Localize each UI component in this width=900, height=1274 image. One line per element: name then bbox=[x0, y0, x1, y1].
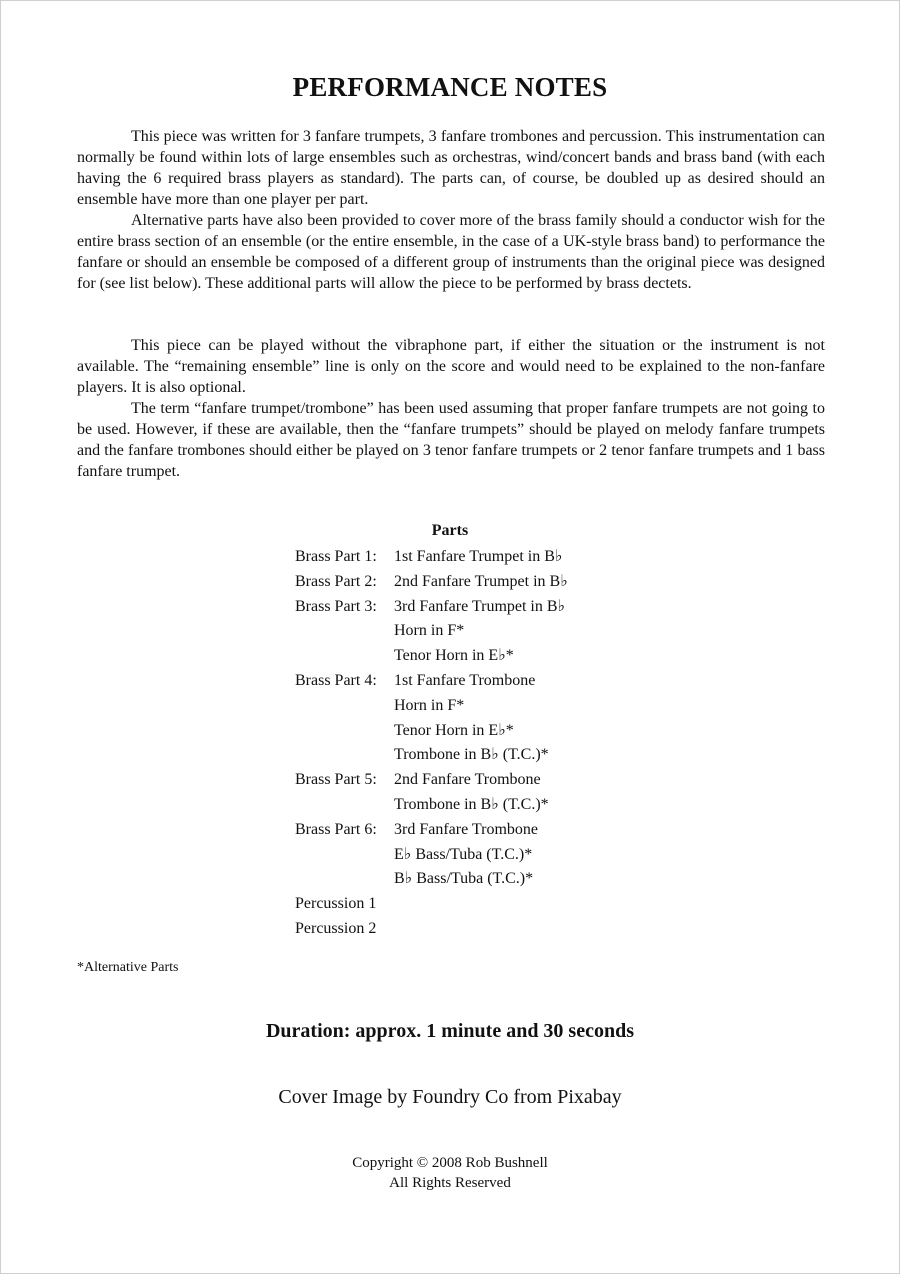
part-instrument: Tenor Horn in E♭* bbox=[394, 721, 514, 739]
part-label: Percussion 1 bbox=[295, 895, 377, 913]
part-instrument: E♭ Bass/Tuba (T.C.)* bbox=[394, 845, 533, 863]
duration-note: Duration: approx. 1 minute and 30 seconds bbox=[265, 1020, 635, 1042]
part-row bbox=[295, 793, 568, 818]
part-label bbox=[295, 719, 394, 744]
part-row bbox=[295, 669, 568, 694]
part-label: Brass Part 4: bbox=[295, 671, 377, 689]
paragraph-alternative-parts: Alternative parts have also been provided to cover more of the brass family should a conductor wish for the entire brass section of an ensemble (or the entire ensemble, in the case of a UK-style brass band) to performance the fanfare or should an ensemble be composed of a different group of instruments than the original piece was designed for (see list below). These additional parts will allow the piece to be performed by brass dectets. bbox=[77, 212, 825, 292]
part-row bbox=[295, 619, 568, 644]
paragraph-vibraphone: This piece can be played without the vibraphone part, if either the situation or the instrument is not available. The “remaining ensemble” line is only on the score and would need to be explained to the non-fanfare players. It is also optional. bbox=[77, 337, 825, 396]
part-label bbox=[295, 793, 394, 818]
part-row bbox=[295, 694, 568, 719]
part-row bbox=[295, 768, 568, 793]
part-instrument: 3rd Fanfare Trumpet in B♭ bbox=[394, 597, 566, 615]
copyright-line: Copyright © 2008 Rob Bushnell bbox=[352, 1155, 548, 1171]
part-label: Brass Part 6: bbox=[295, 820, 377, 838]
alternative-parts-footnote: *Alternative Parts bbox=[77, 960, 179, 975]
paragraph-fanfare-terminology: The term “fanfare trumpet/trombone” has been used assuming that proper fanfare trumpets are not going to be used. However, if these are available, then the “fanfare trumpets” should be played on melody fanfare trumpets and the fanfare trombones should either be played on 3 tenor fanfare trumpets or 2 tenor fanfare trumpets and 1 bass fanfare trumpet. bbox=[77, 400, 825, 480]
part-instrument: Trombone in B♭ (T.C.)* bbox=[394, 795, 549, 813]
part-label bbox=[295, 743, 394, 768]
additional-notes bbox=[77, 335, 825, 482]
part-row bbox=[295, 743, 568, 768]
part-row bbox=[295, 867, 568, 892]
part-instrument: Trombone in B♭ (T.C.)* bbox=[394, 746, 549, 764]
parts-heading: Parts bbox=[431, 522, 469, 539]
part-label: Brass Part 1: bbox=[295, 548, 377, 565]
part-label: Percussion 2 bbox=[295, 919, 377, 937]
part-instrument: B♭ Bass/Tuba (T.C.)* bbox=[394, 870, 534, 888]
part-label: Brass Part 3: bbox=[295, 597, 377, 615]
cover-image-credit: Cover Image by Foundry Co from Pixabay bbox=[278, 1086, 622, 1108]
part-row bbox=[295, 644, 568, 669]
part-row bbox=[295, 843, 568, 868]
part-label: Brass Part 5: bbox=[295, 771, 377, 789]
part-label bbox=[295, 867, 394, 892]
part-instrument: 1st Fanfare Trombone bbox=[394, 671, 536, 689]
part-label: Brass Part 2: bbox=[295, 572, 377, 590]
part-row bbox=[295, 917, 568, 942]
part-row bbox=[295, 545, 568, 570]
part-instrument: 3rd Fanfare Trombone bbox=[394, 820, 538, 838]
copyright-notice bbox=[0, 1153, 900, 1193]
part-label bbox=[295, 619, 394, 644]
part-row bbox=[295, 570, 568, 595]
part-row bbox=[295, 892, 568, 917]
parts-list bbox=[295, 545, 568, 942]
part-label bbox=[295, 843, 394, 868]
rights-line: All Rights Reserved bbox=[389, 1175, 511, 1191]
intro-notes bbox=[77, 126, 825, 294]
part-instrument: Horn in F* bbox=[394, 622, 465, 640]
part-instrument: Tenor Horn in E♭* bbox=[394, 647, 514, 665]
part-label bbox=[295, 644, 394, 669]
part-row bbox=[295, 595, 568, 620]
part-row bbox=[295, 818, 568, 843]
part-label bbox=[295, 694, 394, 719]
part-instrument: 2nd Fanfare Trumpet in B♭ bbox=[394, 572, 568, 590]
paragraph-instrumentation: This piece was written for 3 fanfare trumpets, 3 fanfare trombones and percussion. This instrumentation can normally be found within lots of large ensembles such as orchestras, wind/concert bands and brass band (with each having the 6 required brass players as standard). The parts can, of course, be doubled up as desired should an ensemble have more than one player per part. bbox=[77, 128, 825, 208]
part-instrument: Horn in F* bbox=[394, 696, 465, 714]
page-title: PERFORMANCE NOTES bbox=[292, 72, 608, 102]
part-instrument: 2nd Fanfare Trombone bbox=[394, 771, 541, 789]
part-instrument: 1st Fanfare Trumpet in B♭ bbox=[394, 548, 563, 565]
part-row bbox=[295, 719, 568, 744]
